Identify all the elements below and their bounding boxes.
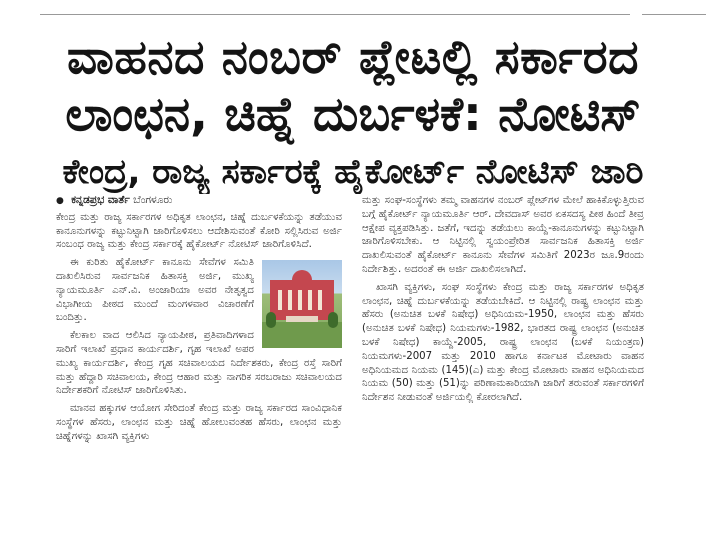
dateline-city: ಬೆಂಗಳೂರು (133, 194, 173, 206)
byline (56, 194, 342, 209)
paragraph: ಕೇಂದ್ರ ಮತ್ತು ರಾಜ್ಯ ಸರ್ಕಾರಗಳ ಅಧಿಕೃತ ಲಾಂಛನ, ಚಿಹ್ನೆ ದುರ್ಬಳಕೆಯನ್ನು ತಡೆಯುವ ಕಾನೂನುಗಳನ್ನು ಕಟ್ಟುನಿಟ್ಟಾಗಿ ಜಾರಿಗೊಳಿಸಲು ಆದೇಶಿಸುವಂತೆ ಕೋರಿ ಸಲ್ಲಿಸಿರುವ ಅರ್ಜಿ ಸಂಬಂಧ ರಾಜ್ಯ ಮತ್ತು ಕೇಂದ್ರ ಸರ್ಕಾರಕ್ಕೆ ಹೈಕೋರ್ಟ್ ನೋಟಿಸ್ ಜಾರಿಗೊಳಿಸಿದೆ. (56, 211, 342, 251)
article-column-left (56, 194, 342, 532)
paper-name: ಕನ್ನಡಪ್ರಭ ವಾರ್ತೆ (71, 194, 130, 206)
top-rule (40, 14, 630, 15)
article-column-right (362, 194, 644, 532)
top-rule-right (642, 14, 706, 15)
paragraph: ಮತ್ತು ಸಂಘ-ಸಂಸ್ಥೆಗಳು ತಮ್ಮ ವಾಹನಗಳ ನಂಬರ್ ಪ್ಲೇಟ್‌ಗಳ ಮೇಲೆ ಹಾಕಿಕೊಳ್ಳುತ್ತಿರುವ ಬಗ್ಗೆ ಹೈಕೋರ್ಟ್ ನ್ಯಾಯಮೂರ್ತಿ ಆರ್. ದೇವದಾಸ್ ಅವರ ಏಕಸದಸ್ಯ ಪೀಠ ಹಿಂದೆ ತೀವ್ರ ಆಕ್ಷೇಪ ವ್ಯಕ್ತಪಡಿಸಿತ್ತು. ಜತೆಗೆ, ಇದನ್ನು ತಡೆಯಲು ಕಾಯ್ದೆ-ಕಾನೂನುಗಳನ್ನು ಕಟ್ಟುನಿಟ್ಟಾಗಿ ಜಾರಿಗೊಳಿಸಬೇಕು. ಆ ನಿಟ್ಟಿನಲ್ಲಿ ಸ್ವಯಂಪ್ರೇರಿತ ಸಾರ್ವಜನಿಕ ಹಿತಾಸಕ್ತಿ ಅರ್ಜಿ ದಾಖಲಿಸುವಂತೆ ಹೈಕೋರ್ಟ್ ಕಾನೂನು ಸೇವೆಗಳ ಸಮಿತಿಗೆ 2023ರ ಜೂ.9ರಂದು ನಿರ್ದೇಶಿತ್ತು. ಅದರಂತೆ ಈ ಅರ್ಜಿ ದಾಖಲಿಸಲಾಗಿದೆ. (362, 195, 644, 275)
bullet-icon: ● (56, 196, 64, 206)
paragraph: ಖಾಸಗಿ ವ್ಯಕ್ತಿಗಳು, ಸಂಘ ಸಂಸ್ಥೆಗಳು ಕೇಂದ್ರ ಮತ್ತು ರಾಜ್ಯ ಸರ್ಕಾರಗಳ ಅಧಿಕೃತ ಲಾಂಛನ, ಚಿಹ್ನೆ ದುರ್ಬಳಕೆಯನ್ನು ತಡೆಯಬೇಕಿದೆ. ಆ ನಿಟ್ಟಿನಲ್ಲಿ ರಾಷ್ಟ್ರ ಲಾಂಛನ ಮತ್ತು ಹೆಸರು (ಅನುಚಿತ ಬಳಕೆ ನಿಷೇಧ) ಅಧಿನಿಯಮ-1950, ಲಾಂಛನ ಮತ್ತು ಹೆಸರು (ಅನುಚಿತ ಬಳಕೆ ನಿಷೇಧ) ನಿಯಮಗಳು-1982, ಭಾರತದ ರಾಷ್ಟ್ರ ಲಾಂಛನ (ಅನುಚಿತ ಬಳಕೆ ನಿಷೇಧ) ಕಾಯ್ದೆ-2005, ರಾಷ್ಟ್ರ ಲಾಂಛನ (ಬಳಕೆ ನಿಯಂತ್ರಣ) ನಿಯಮಗಳು-2007 ಮತ್ತು 2010 ಹಾಗೂ ಕರ್ನಾಟಕ ಮೋಟಾರು ವಾಹನ ಅಧಿನಿಯಮದ ನಿಯಮ (145)(ಎ) ಮತ್ತು ಕೇಂದ್ರ ಮೋಟಾರು ವಾಹನ ಅಧಿನಿಯಮದ ನಿಯಮ (50) ಮತ್ತು (51)ನ್ನು ಪರಿಣಾಮಕಾರಿಯಾಗಿ ಜಾರಿಗೆ ತರುವಂತೆ ಸರ್ಕಾರಗಳಿಗೆ ನಿರ್ದೇಶನ ನೀಡುವಂತೆ ಅರ್ಜಿಯಲ್ಲಿ ಕೋರಲಾಗಿದೆ. (362, 281, 644, 404)
subheadline: ಕೇಂದ್ರ, ರಾಜ್ಯ ಸರ್ಕಾರಕ್ಕೆ ಹೈಕೋರ್ಟ್ ನೋಟಿಸ್ ಜಾರಿ (62, 152, 644, 192)
headline-line-1: ವಾಹನದ ನಂಬರ್ ಪ್ಲೇಟಲ್ಲಿ ಸರ್ಕಾರದ (67, 30, 639, 85)
headline-line-2: ಲಾಂಛನ, ಚಿಹ್ನೆ ದುರ್ಬಳಕೆ: ನೋಟಿಸ್ (65, 87, 641, 142)
paragraph: ಮಾನವ ಹಕ್ಕುಗಳ ಆಯೋಗ ಸೇರಿದಂತೆ ಕೇಂದ್ರ ಮತ್ತು ರಾಜ್ಯ ಸರ್ಕಾರದ ಸಾಂವಿಧಾನಿಕ ಸಂಸ್ಥೆಗಳ ಹೆಸರು, ಲಾಂಛನ ಮತ್ತು ಚಿಹ್ನೆ ಹೋಲುವಂತಹ ಹೆಸರು, ಲಾಂಛನ ಮತ್ತು ಚಿಹ್ನೆಗಳನ್ನು ಖಾಸಗಿ ವ್ಯಕ್ತಿಗಳು (56, 403, 342, 442)
paragraph: ಕೆಲಕಾಲ ವಾದ ಆಲಿಸಿದ ನ್ಯಾಯಪೀಠ, ಪ್ರತಿವಾದಿಗಳಾದ ಸಾರಿಗೆ ಇಲಾಖೆ ಪ್ರಧಾನ ಕಾರ್ಯದರ್ಶಿ, ಗೃಹ ಇಲಾಖೆ ಅಪರ ಮುಖ್ಯ ಕಾರ್ಯದರ್ಶಿ, ಕೇಂದ್ರ ಗೃಹ ಸಚಿವಾಲಯದ ನಿರ್ದೇಶಕರು, ಕೇಂದ್ರ ರಸ್ತೆ ಸಾರಿಗೆ ಮತ್ತು ಹೆದ್ದಾರಿ ಸಚಿವಾಲಯ, ಕೇಂದ್ರ ಆಹಾರ ಮತ್ತು ನಾಗರಿಕ ಸರಬರಾಜು ಸಚಿವಾಲಯದ ನಿರ್ದೇಶಕರಿಗೆ ನೋಟಿಸ್ ಜಾರಿಗೊಳಿಸಿತು. (56, 330, 342, 397)
high-court-photo (262, 260, 342, 348)
paragraph: ಈ ಕುರಿತು ಹೈಕೋರ್ಟ್ ಕಾನೂನು ಸೇವೆಗಳ ಸಮಿತಿ ದಾಖಲಿಸಿರುವ ಸಾರ್ವಜನಿಕ ಹಿತಾಸಕ್ತಿ ಅರ್ಜಿ, ಮುಖ್ಯ ನ್ಯಾಯಮೂರ್ತಿ ಎನ್.ವಿ. ಅಂಜಾರಿಯಾ ಅವರ ನೇತೃತ್ವದ ವಿಭಾಗೀಯ ಪೀಠದ ಮುಂದೆ ಮಂಗಳವಾರ ವಿಚಾರಣೆಗೆ ಬಂದಿತ್ತು. (56, 257, 254, 324)
